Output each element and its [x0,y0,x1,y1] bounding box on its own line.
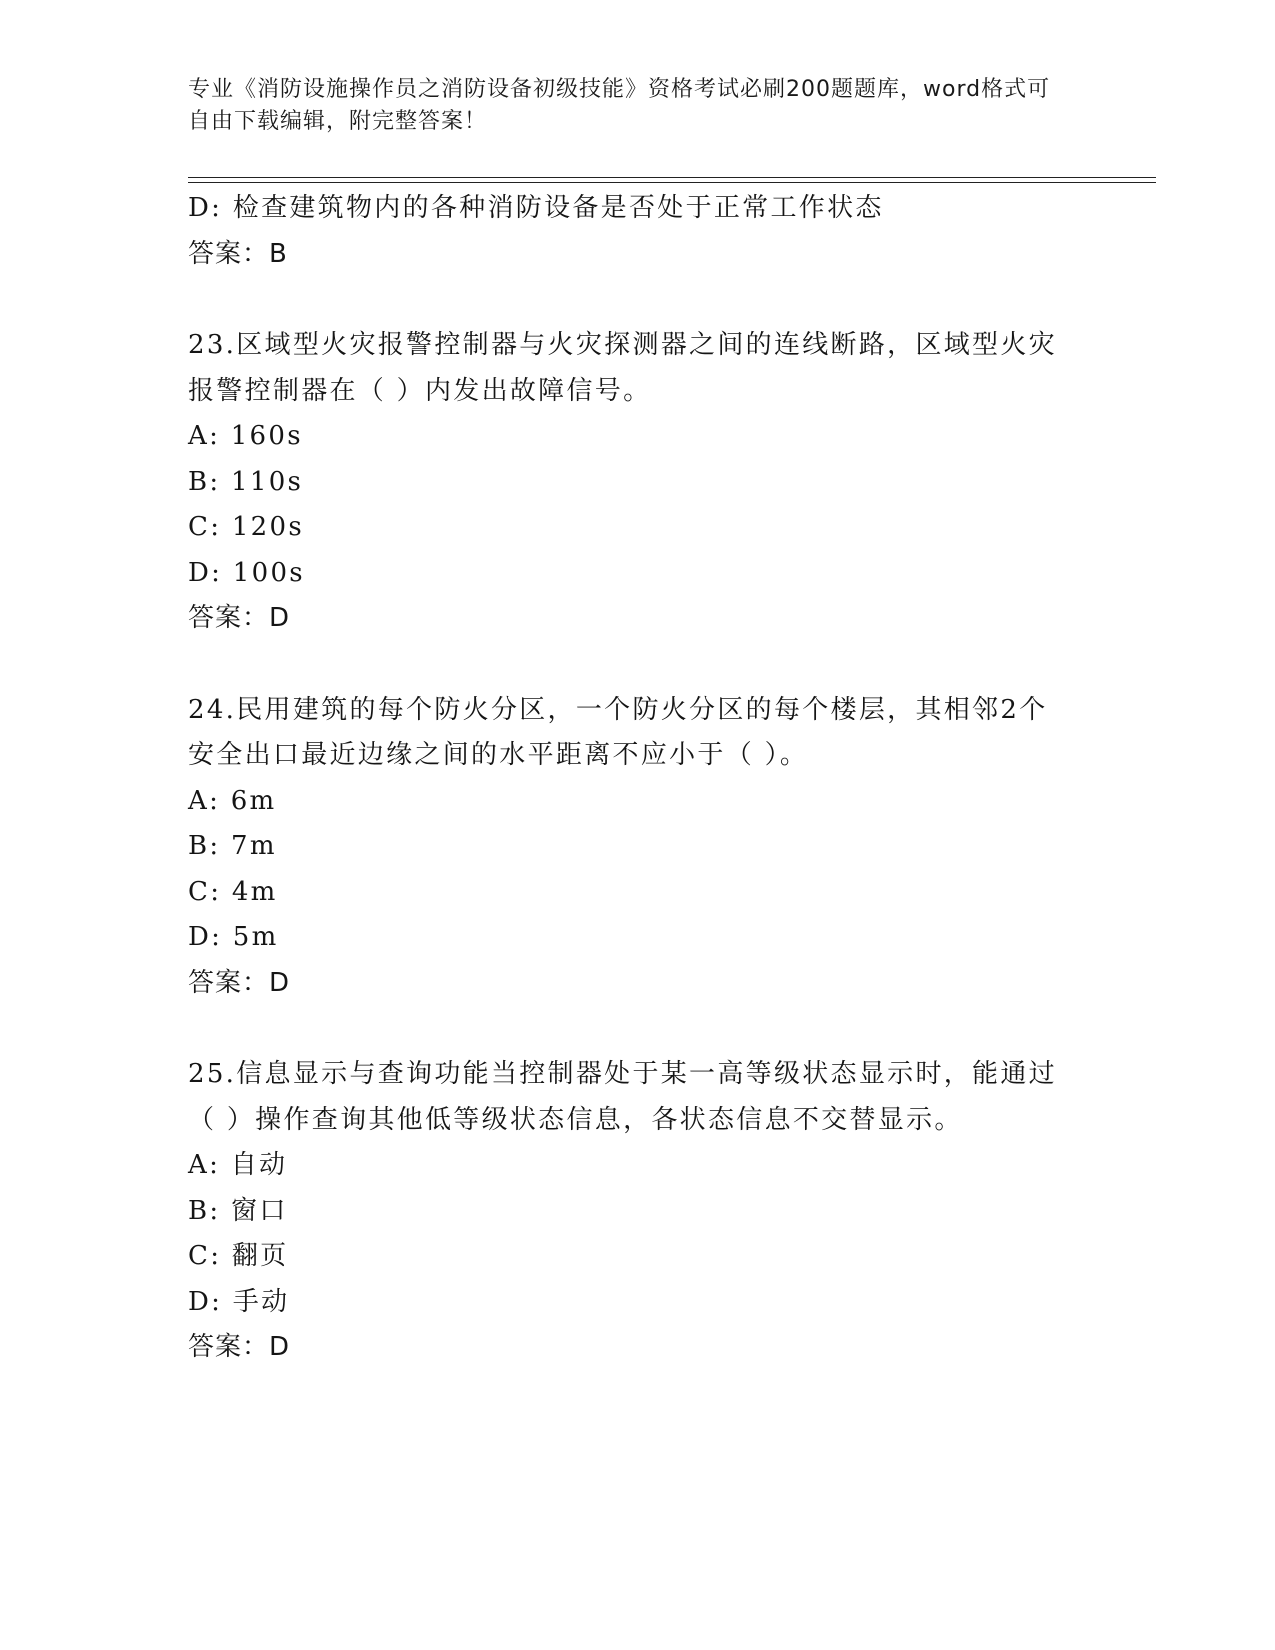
question-24 [188,688,1088,1007]
answer-line: 答案：D [188,603,291,633]
option-b: B: 窗口 [188,1195,288,1226]
option-d: D: 手动 [188,1286,290,1317]
question-stem: 24.民用建筑的每个防火分区，一个防火分区的每个楼层，其相邻2个 [188,694,1048,725]
question-content [188,186,1088,1371]
previous-question-tail [188,186,1088,277]
option-d: D: 检查建筑物内的各种消防设备是否处于正常工作状态 [188,193,884,223]
header-title: 专业《消防设施操作员之消防设备初级技能》资格考试必刷200题题库，word格式可自由下载编辑，附完整答案！ [188,77,1051,134]
page-header [188,74,1068,138]
question-25 [188,1052,1088,1371]
spacer [188,1006,1088,1052]
question-stem-continued: （ ）操作查询其他低等级状态信息，各状态信息不交替显示。 [188,1104,963,1135]
option-b: B: 7m [188,831,277,861]
answer-line: 答案：B [188,238,288,269]
question-23 [188,323,1088,642]
option-b: B: 110s [188,466,304,497]
header-divider-bottom [188,182,1156,183]
question-stem-continued: 安全出口最近边缘之间的水平距离不应小于（ ）。 [188,740,809,770]
option-d: D: 5m [188,922,279,952]
answer-line: 答案：D [188,1332,291,1362]
answer-line: 答案：D [188,967,291,998]
option-a: A: 6m [188,785,277,816]
question-stem: 23.区域型火灾报警控制器与火灾探测器之间的连线断路，区域型火灾 [188,330,1057,360]
spacer [188,642,1088,688]
option-c: C: 翻页 [188,1241,289,1271]
option-a: A: 自动 [188,1150,288,1180]
header-divider-top [188,177,1156,178]
option-c: C: 4m [188,876,278,907]
option-a: A: 160s [188,421,303,451]
question-stem-continued: 报警控制器在（ ）内发出故障信号。 [188,375,652,406]
question-stem: 25.信息显示与查询功能当控制器处于某一高等级状态显示时，能通过 [188,1059,1057,1089]
option-d: D: 100s [188,557,305,588]
option-c: C: 120s [188,512,304,542]
spacer [188,277,1088,323]
